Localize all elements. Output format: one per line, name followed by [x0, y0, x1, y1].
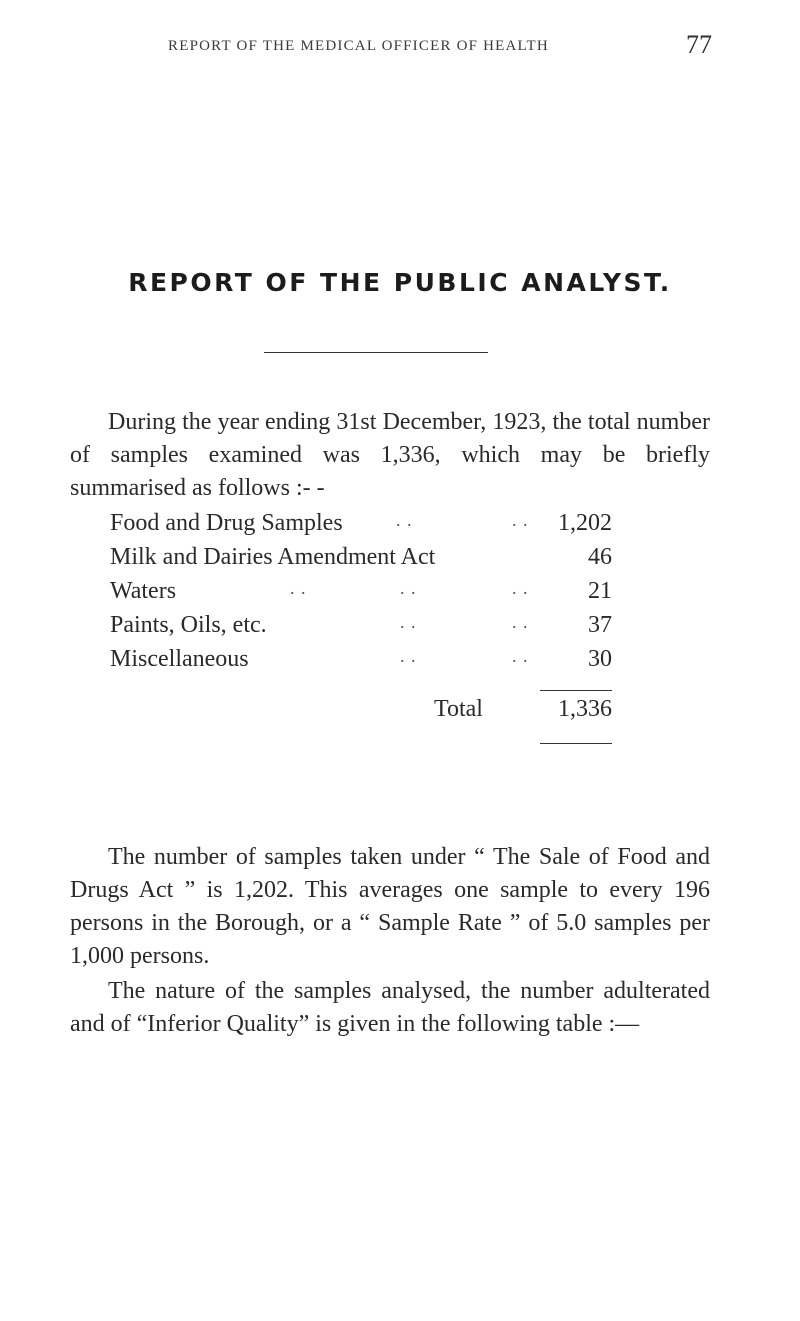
- summary-value: 30: [588, 646, 612, 672]
- leader-dots: . .: [512, 646, 529, 666]
- total-label: Total: [434, 696, 483, 722]
- summary-row-paints-oils: [0, 612, 800, 646]
- running-title: REPORT OF THE MEDICAL OFFICER OF HEALTH: [168, 38, 549, 54]
- total-value: 1,336: [558, 696, 612, 722]
- section-title: REPORT OF THE PUBLIC ANALYST.: [128, 268, 672, 297]
- summary-label: Miscellaneous: [110, 646, 249, 672]
- summary-value: 37: [588, 612, 612, 638]
- summary-label: Milk and Dairies Amendment Act: [110, 544, 436, 570]
- leader-dots: . .: [512, 612, 529, 632]
- summary-row-total: [0, 696, 800, 730]
- intro-paragraph: During the year ending 31st December, 1923, the total number of samples examined was 1,336, which may be briefly summarised as follows :- -: [70, 409, 710, 501]
- summary-row-food-drug: [0, 510, 800, 544]
- page-header: [0, 30, 800, 66]
- summary-row-milk-dairies: [0, 544, 800, 578]
- leader-dots: . .: [512, 578, 529, 598]
- summary-row-miscellaneous: [0, 646, 800, 680]
- leader-dots: . .: [396, 510, 413, 530]
- samples-summary: [0, 510, 800, 770]
- summary-value: 46: [588, 544, 612, 570]
- page-number: 77: [686, 30, 712, 59]
- summary-label: Paints, Oils, etc.: [110, 612, 267, 638]
- leader-dots: . .: [400, 612, 417, 632]
- leader-dots: . .: [400, 578, 417, 598]
- summary-label: Waters: [110, 578, 177, 604]
- subtotal-rule: [540, 690, 612, 691]
- summary-value: 21: [588, 578, 612, 604]
- total-rule: [540, 743, 612, 744]
- leader-dots: . .: [290, 578, 307, 598]
- sale-act-paragraph: The number of samples taken under “ The Sale of Food and Drugs Act ” is 1,202. This averages one sample to every 196 persons in the Borough, or a “ Sample Rate ” of 5.0 samples per 1,000 persons.: [70, 844, 710, 969]
- summary-row-waters: [0, 578, 800, 612]
- leader-dots: . .: [400, 646, 417, 666]
- summary-label: Food and Drug Samples: [110, 510, 343, 536]
- title-divider: [264, 352, 488, 353]
- nature-paragraph: The nature of the samples analysed, the number adulterated and of “Inferior Quality” is given in the following table :—: [70, 978, 710, 1037]
- leader-dots: . .: [512, 510, 529, 530]
- summary-value: 1,202: [558, 510, 612, 536]
